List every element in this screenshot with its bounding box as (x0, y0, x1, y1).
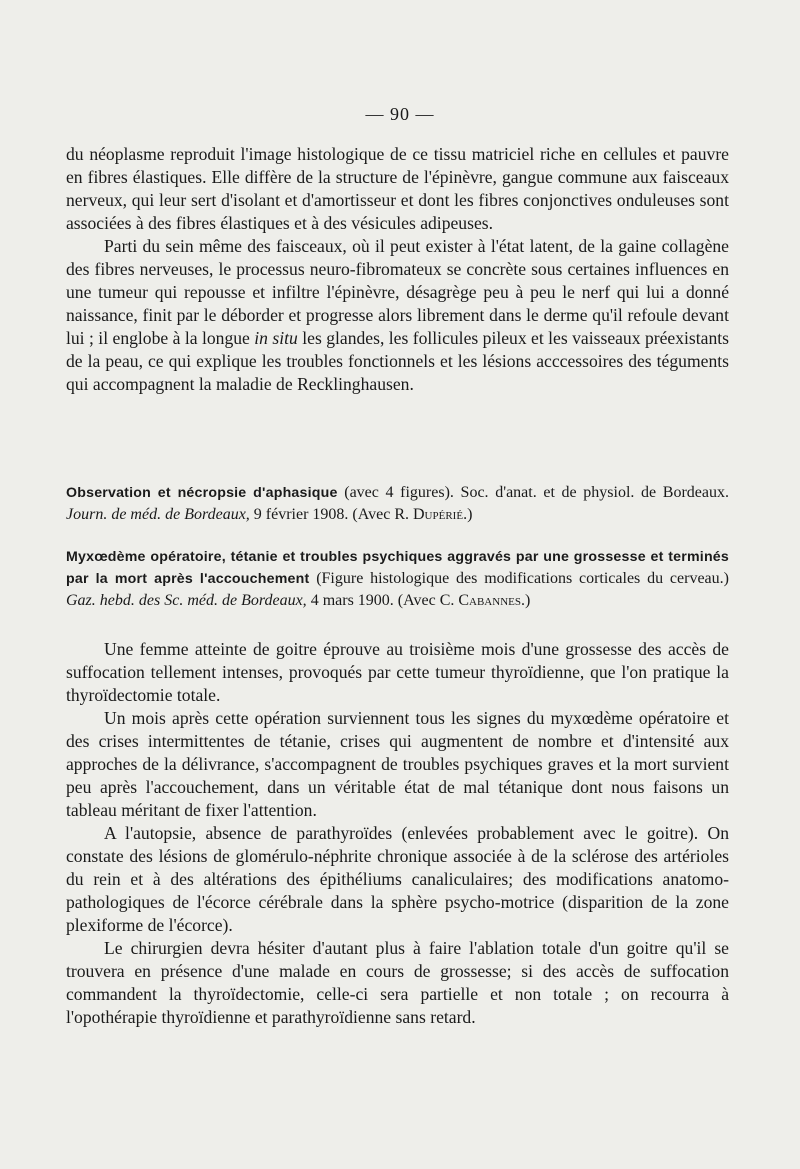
entry-end: .) (463, 506, 473, 523)
entry-date: 9 février 1908. (Avec R. (249, 506, 413, 523)
paragraph: A l'autopsie, absence de parathyroïdes (enlevées probablement avec le goitre). On constate des lésions de glomérulo-néphrite chronique associée à de la sclérose des artérioles du rein et à des altérations des épithéliums canaliculaires; des modifications anatomo-pathologiques de l'écorce cérébrale dans la sphère psycho-motrice (disparition de la zone plexiforme de l'écorce). (66, 823, 729, 935)
entry-title: Myxœdème opératoire, tétanie et troubles psychiques aggravés par une grossesse et terminés par la mort après l'accouchement (66, 549, 729, 587)
italic-text: in situ (254, 328, 298, 348)
page-number: — 90 — (365, 104, 435, 124)
abstract-body (66, 638, 729, 1029)
coauthor: Cabannes (458, 592, 521, 609)
entry-description: (Figure histologique des modifications corticales du cerveau.) (309, 570, 729, 587)
top-section (66, 143, 729, 396)
paragraph: Un mois après cette opération surviennent tous les signes du myxœdème opératoire et des crises intermittentes de tétanie, crises qui augmentent de nombre et d'intensité aux approches de la délivrance, s'accompagnent de troubles psychiques graves et la mort survient peu après l'accouchement, dans un véritable état de mal tétanique dont nous faisons un tableau méritant de fixer l'attention. (66, 708, 729, 820)
coauthor: Dupérié (413, 506, 464, 523)
bibliography-entry (66, 482, 729, 525)
journal-name: Journ. de méd. de Bordeaux, (66, 506, 250, 523)
bibliography-entry (66, 546, 729, 611)
paragraph: Le chirurgien devra hésiter d'autant plus à faire l'ablation totale d'un goitre qu'il se trouvera en présence d'une malade en cours de grossesse; si des accès de suffocation commandent la thyroïdectomie, celle-ci sera partielle et non totale ; on recourra à l'opothérapie thyroïdienne et parathyroïdienne sans retard. (66, 938, 729, 1027)
journal-name: Gaz. hebd. des Sc. méd. de Bordeaux, (66, 592, 307, 609)
paragraph-text: les glandes, les follicules pileux et les vaisseaux préexistants de la peau, ce qui explique les troubles fonctionnels et les lésions acccessoires des téguments qui accompagnent la maladie de Recklinghausen. (66, 328, 729, 394)
paragraph: du néoplasme reproduit l'image histologique de ce tissu matriciel riche en cellules et pauvre en fibres élastiques. Elle diffère de la structure de l'épinèvre, gangue commune aux faisceaux nerveux, qui leur sert d'isolant et d'amortisseur et dont les fibres conjonctives onduleuses sont associées à des fibres élastiques et à des vésicules adipeuses. (66, 144, 729, 233)
entry-end: .) (520, 592, 531, 609)
entry-description: (avec 4 figures). Soc. d'anat. et de physiol. de Bordeaux. (337, 484, 730, 501)
paragraph-text: Parti du sein même des faisceaux, où il peut exister à l'état latent, de la gaine collagène des fibres nerveuses, le processus neuro-fibromateux se concrète sous certaines influences en une tumeur qui repousse et infiltre l'épinèvre, désagrège peu à peu le nerf qui lui a donné naissance, finit par le déborder et progresse alors librement dans le derme qu'il refoule devant lui ; il englobe à la longue (66, 236, 729, 348)
entry-date: 4 mars 1900. (Avec C. (306, 592, 459, 609)
paragraph (66, 235, 729, 396)
paragraph: Une femme atteinte de goitre éprouve au troisième mois d'une grossesse des accès de suffocation tellement intenses, provoqués par cette tumeur thyroïdienne, que l'on pratique la thyroïdectomie totale. (66, 639, 729, 705)
entry-title: Observation et nécropsie d'aphasique (66, 485, 338, 501)
